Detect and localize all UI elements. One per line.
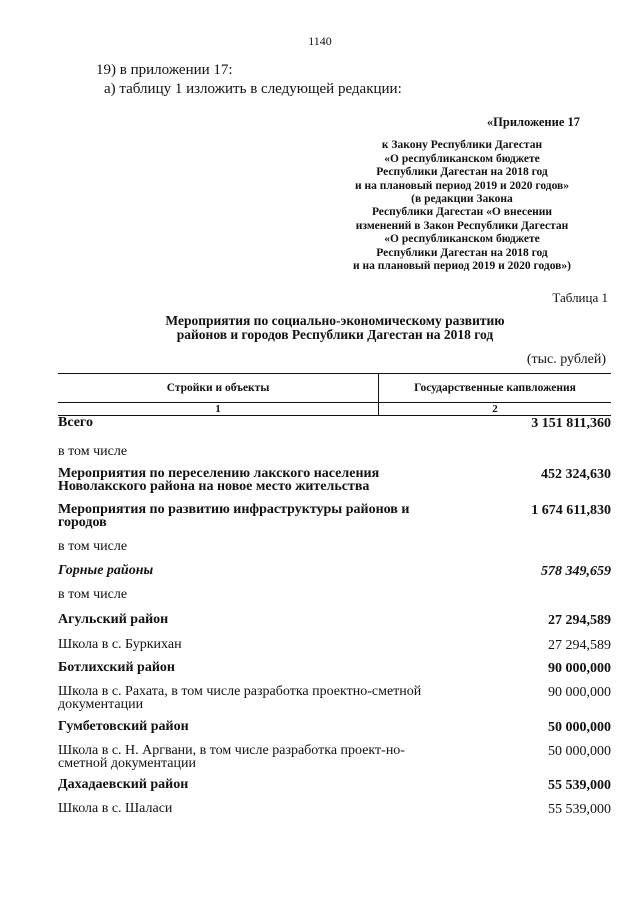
appendix-line: изменений в Закон Республики Дагестан [355,219,569,232]
intro-line-2: а) таблицу 1 изложить в следующей редакции: [104,81,402,97]
row-value: 50 000,000 [548,720,611,735]
row-label: Всего [58,415,93,430]
row-label: в том числе [58,539,128,554]
row-label: в том числе [58,587,128,602]
appendix-title: «Приложение 17 [486,115,580,129]
table-label: Таблица 1 [552,290,608,305]
appendix-line: (в редакции Закона [411,193,513,206]
table-row [58,540,611,553]
appendix-line: «О республиканском бюджете [384,152,540,165]
appendix-line: и на плановый период 2019 и 2020 годов» [354,179,570,192]
row-value: 1 674 611,830 [531,503,611,518]
table-row [58,802,611,815]
table-title [0,314,640,342]
appendix-line: Республики Дагестан «О внесении [371,206,553,219]
table-row [58,588,611,601]
table-row [58,661,611,674]
table-row [58,744,611,770]
table-row [58,445,611,458]
table-title-line: Мероприятия по социально-экономическому развитию [165,313,505,328]
budget-table-body [58,416,611,815]
row-value: 90 000,000 [548,661,611,676]
table-row [58,778,611,791]
row-value: 55 539,000 [548,778,611,793]
table-row [58,638,611,651]
row-value: 578 349,659 [541,564,611,579]
row-value: 27 294,589 [548,613,611,628]
units-label: (тыс. рублей) [526,352,606,367]
row-label: Дахадаевский район [58,777,189,792]
row-label: в том числе [58,444,128,459]
row-label: Гумбетовский район [58,719,189,734]
column-number-1: 1 [58,403,379,416]
table-row [58,685,611,711]
row-label: Школа в с. Шаласи [58,801,173,816]
appendix-line: Республики Дагестан на 2018 год [376,166,548,179]
column-header-objects: Стройки и объекты [58,374,379,403]
row-value: 50 000,000 [548,744,611,759]
budget-table-header [58,373,611,416]
table-row [58,503,611,529]
row-value: 452 324,630 [541,467,611,482]
appendix-line: «О республиканском бюджете [384,233,540,246]
table-row [58,467,611,493]
row-value: 55 539,000 [548,802,611,817]
appendix-line: к Закону Республики Дагестан [381,139,543,152]
page-number: 1140 [308,34,332,48]
row-label: Мероприятия по переселению лакского населения Новолакского района на новое место жительства [58,466,380,494]
table-row [58,564,611,577]
intro-line-1: 19) в приложении 17: [96,62,233,78]
table-row [58,720,611,733]
row-label: Горные районы [58,563,154,578]
row-label: Ботлихский район [58,660,175,675]
appendix-line: Республики Дагестан на 2018 год [376,246,548,259]
appendix-reference [330,116,594,273]
row-label: Мероприятия по развитию инфраструктуры районов и городов [58,502,410,530]
row-label: Школа в с. Н. Аргвани, в том числе разработка проект-но-сметной документации [58,743,405,771]
row-value: 27 294,589 [548,638,611,653]
row-label: Школа в с. Буркихан [58,637,182,652]
table-title-line: районов и городов Республики Дагестан на 2018 год [176,327,494,342]
table-row [58,613,611,626]
appendix-line: и на плановый период 2019 и 2020 годов») [353,260,571,273]
row-value: 90 000,000 [548,685,611,700]
table-row [58,416,611,429]
column-header-investments: Государственные капвложения [379,374,612,403]
column-number-2: 2 [379,403,612,416]
row-label: Агульский район [58,612,169,627]
row-value: 3 151 811,360 [531,416,611,431]
row-label: Школа в с. Рахата, в том числе разработка проектно-сметной документации [58,684,422,712]
